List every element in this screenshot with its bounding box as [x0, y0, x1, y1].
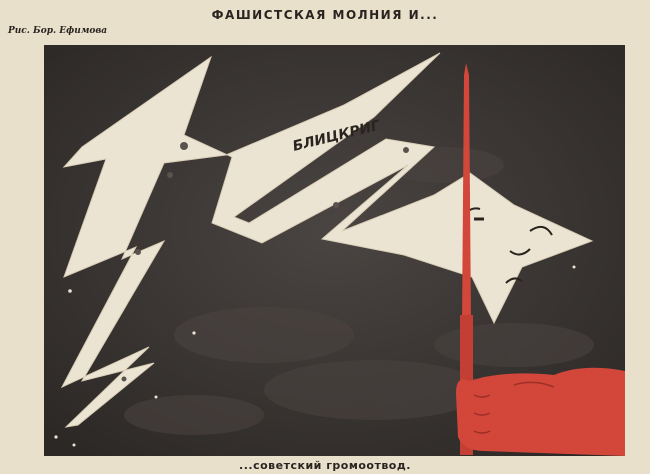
blitzkrieg-label: БЛИЦКРИГ — [291, 117, 382, 155]
artist-credit: Рис. Бор. Ефимова — [8, 26, 108, 36]
page-caption: ...советский громоотвод. — [239, 459, 411, 472]
red-fist — [456, 368, 625, 456]
cartoon-illustration — [44, 45, 625, 456]
page-title: ФАШИСТСКАЯ МОЛНИЯ И... — [211, 8, 439, 22]
